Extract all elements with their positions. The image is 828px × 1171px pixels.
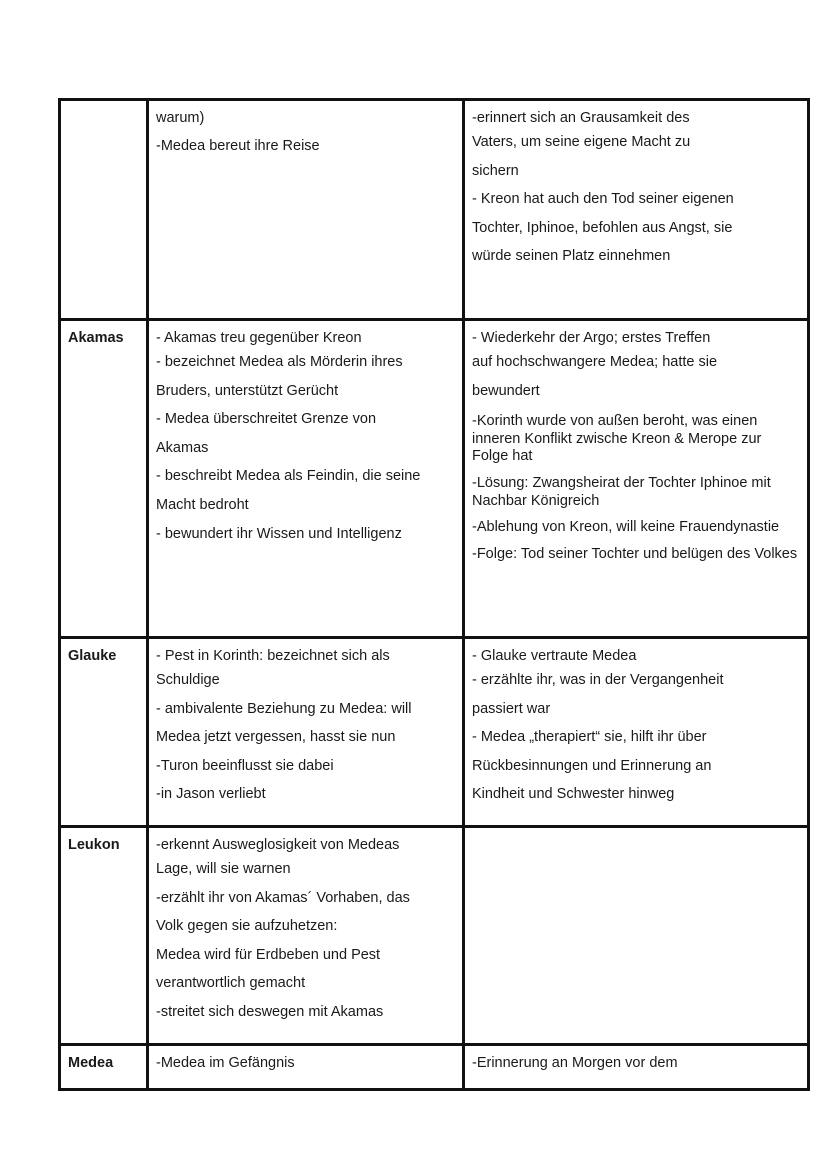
text-line: - Akamas treu gegenüber Kreon bbox=[156, 330, 362, 346]
text-line: - ambivalente Beziehung zu Medea: will bbox=[156, 700, 412, 717]
text-paragraph: -Korinth wurde von außen beroht, was einen inneren Konflikt zwische Kreon & Merope zur Folge hat bbox=[472, 413, 762, 465]
text-line: - Medea „therapiert“ sie, hilft ihr über bbox=[472, 729, 707, 746]
text-line: -in Jason verliebt bbox=[156, 786, 266, 803]
character-name: Akamas bbox=[68, 330, 124, 346]
table-row bbox=[60, 638, 809, 827]
text-line: -streitet sich deswegen mit Akamas bbox=[156, 1003, 384, 1020]
text-line: Vaters, um seine eigene Macht zu bbox=[472, 134, 691, 150]
text-line: warum) bbox=[156, 110, 205, 126]
context-cell bbox=[464, 827, 809, 1045]
description-cell bbox=[148, 320, 464, 638]
name-cell bbox=[60, 320, 148, 638]
name-cell bbox=[60, 100, 148, 320]
character-name: Medea bbox=[68, 1055, 114, 1071]
text-line: Akamas bbox=[156, 439, 209, 456]
context-cell bbox=[464, 1045, 809, 1090]
text-paragraph: -Folge: Tod seiner Tochter und belügen des Volkes bbox=[472, 545, 798, 562]
name-cell bbox=[60, 827, 148, 1045]
description-cell bbox=[148, 100, 464, 320]
text-line: - Glauke vertraute Medea bbox=[472, 648, 637, 664]
text-line: Schuldige bbox=[156, 672, 220, 688]
text-line: Kindheit und Schwester hinweg bbox=[472, 786, 675, 803]
text-line: passiert war bbox=[472, 700, 551, 717]
text-line: -Medea im Gefängnis bbox=[156, 1055, 295, 1071]
description-cell bbox=[148, 1045, 464, 1090]
text-line: Macht bedroht bbox=[156, 496, 249, 513]
text-line: -Erinnerung an Morgen vor dem bbox=[472, 1055, 678, 1071]
text-paragraph: -Lösung: Zwangsheirat der Tochter Iphinoe mit Nachbar Königreich bbox=[472, 474, 771, 509]
text-line: -Turon beeinflusst sie dabei bbox=[156, 757, 334, 774]
text-line: Rückbesinnungen und Erinnerung an bbox=[472, 757, 712, 774]
text-line: bewundert bbox=[472, 382, 540, 399]
character-table bbox=[58, 98, 810, 1091]
text-line: - Pest in Korinth: bezeichnet sich als bbox=[156, 648, 390, 664]
description-cell bbox=[148, 638, 464, 827]
text-line: -Medea bereut ihre Reise bbox=[156, 138, 320, 154]
text-line: Volk gegen sie aufzuhetzen: bbox=[156, 918, 338, 935]
text-line: - beschreibt Medea als Feindin, die seine bbox=[156, 468, 421, 485]
text-line: würde seinen Platz einnehmen bbox=[472, 248, 671, 265]
table-row bbox=[60, 827, 809, 1045]
context-cell bbox=[464, 320, 809, 638]
text-line: - Kreon hat auch den Tod seiner eigenen bbox=[472, 191, 734, 208]
text-line: sichern bbox=[472, 162, 519, 179]
text-line: Bruders, unterstützt Gerücht bbox=[156, 382, 339, 399]
text-line: Lage, will sie warnen bbox=[156, 861, 291, 877]
context-cell bbox=[464, 100, 809, 320]
text-line: Tochter, Iphinoe, befohlen aus Angst, sie bbox=[472, 219, 733, 236]
text-line: Medea jetzt vergessen, hasst sie nun bbox=[156, 729, 396, 746]
text-line: -erinnert sich an Grausamkeit des bbox=[472, 110, 690, 126]
text-line: -erkennt Ausweglosigkeit von Medeas bbox=[156, 837, 400, 853]
name-cell bbox=[60, 638, 148, 827]
character-name: Glauke bbox=[68, 648, 117, 664]
table-row bbox=[60, 1045, 809, 1090]
character-name: Leukon bbox=[68, 837, 120, 853]
table-row bbox=[60, 100, 809, 320]
table-row bbox=[60, 320, 809, 638]
text-paragraph: -Ablehung von Kreon, will keine Frauendynastie bbox=[472, 519, 780, 536]
text-line: verantwortlich gemacht bbox=[156, 975, 306, 992]
text-line: - bezeichnet Medea als Mörderin ihres bbox=[156, 354, 403, 370]
name-cell bbox=[60, 1045, 148, 1090]
text-line: Medea wird für Erdbeben und Pest bbox=[156, 946, 381, 963]
text-line: auf hochschwangere Medea; hatte sie bbox=[472, 354, 718, 370]
text-line: - erzählte ihr, was in der Vergangenheit bbox=[472, 672, 724, 688]
description-cell bbox=[148, 827, 464, 1045]
text-line: - Wiederkehr der Argo; erstes Treffen bbox=[472, 330, 711, 346]
context-cell bbox=[464, 638, 809, 827]
text-line: - bewundert ihr Wissen und Intelligenz bbox=[156, 525, 402, 542]
text-line: - Medea überschreitet Grenze von bbox=[156, 411, 377, 428]
text-line: -erzählt ihr von Akamas´ Vorhaben, das bbox=[156, 889, 410, 906]
